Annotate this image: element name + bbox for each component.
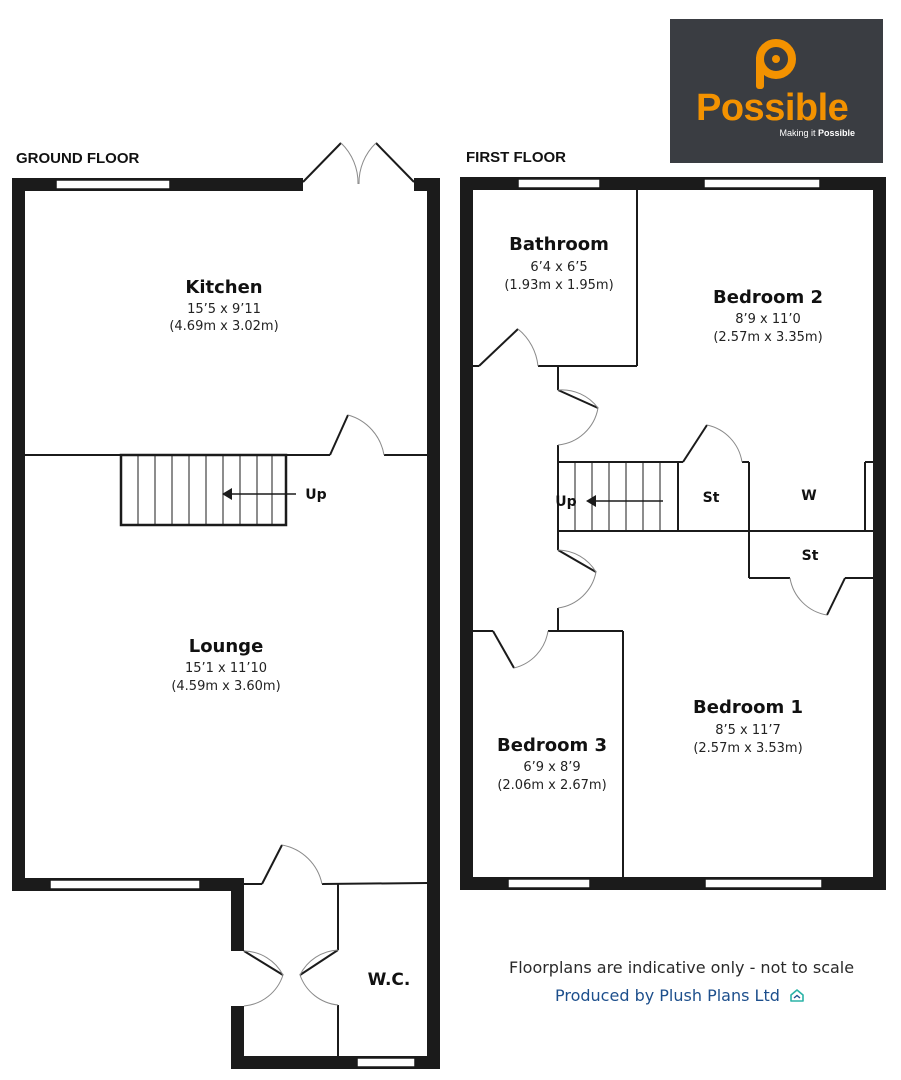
bedroom3-name: Bedroom 3 xyxy=(497,735,607,756)
logo-wordmark: Possible xyxy=(696,87,849,129)
bedroom1-name: Bedroom 1 xyxy=(693,697,803,718)
kitchen-french-doors xyxy=(303,143,414,184)
front-door xyxy=(262,845,322,884)
house-icon xyxy=(789,988,805,1003)
kitchen-imperial: 15’5 x 9’11 xyxy=(187,302,261,317)
logo-tagline-bold: Possible xyxy=(817,128,855,138)
store2-door xyxy=(790,578,845,615)
bedroom2-name: Bedroom 2 xyxy=(713,287,823,308)
kitchen-door xyxy=(330,415,384,455)
bedroom2-imperial: 8’9 x 11’0 xyxy=(735,312,801,327)
bathroom-door xyxy=(479,329,538,366)
store1-door xyxy=(683,425,742,462)
first-floor-label: FIRST FLOOR xyxy=(466,149,566,166)
first-stairs-up-label: Up xyxy=(555,494,577,510)
ground-stairs xyxy=(121,455,296,525)
hall-side-door xyxy=(244,951,283,1006)
logo-tagline-prefix: Making it xyxy=(779,128,818,138)
bedroom2-metric: (2.57m x 3.35m) xyxy=(713,330,823,345)
lounge-metric: (4.59m x 3.60m) xyxy=(171,679,281,694)
lounge-name: Lounge xyxy=(188,636,264,657)
bedroom3-metric: (2.06m x 2.67m) xyxy=(497,778,607,793)
lounge-imperial: 15’1 x 11’10 xyxy=(184,661,268,676)
ground-floor-label: GROUND FLOOR xyxy=(16,150,140,167)
bedroom1-metric: (2.57m x 3.53m) xyxy=(693,741,803,756)
store2-label: St xyxy=(801,548,819,564)
lounge-window xyxy=(50,880,200,889)
bedroom1-imperial: 8’5 x 11’7 xyxy=(715,723,781,738)
kitchen-metric: (4.69m x 3.02m) xyxy=(169,319,279,334)
producer-credit-text: Produced by Plush Plans Ltd xyxy=(555,986,780,1005)
store1-label: St xyxy=(702,490,720,506)
bathroom-window xyxy=(518,179,600,188)
wc-name: W.C. xyxy=(367,970,411,990)
wardrobe-label: W xyxy=(801,488,817,504)
scale-disclaimer: Floorplans are indicative only - not to scale xyxy=(509,958,855,977)
wc-door xyxy=(300,950,338,1005)
bathroom-name: Bathroom xyxy=(509,234,609,255)
bedroom2-window xyxy=(704,179,820,188)
wc-window xyxy=(357,1058,415,1067)
possible-logo xyxy=(670,19,883,163)
bathroom-metric: (1.93m x 1.95m) xyxy=(504,278,614,293)
kitchen-window xyxy=(56,180,170,189)
bedroom3-window xyxy=(508,879,590,888)
ground-stairs-up-label: Up xyxy=(305,487,327,503)
logo-tagline xyxy=(779,128,855,138)
bedroom1-window xyxy=(705,879,822,888)
kitchen-name: Kitchen xyxy=(185,277,263,298)
bedroom3-imperial: 6’9 x 8’9 xyxy=(523,760,581,775)
bedroom1-door xyxy=(558,550,596,608)
producer-credit xyxy=(555,986,805,1005)
bedroom3-door xyxy=(493,631,548,668)
bedroom2-door xyxy=(558,390,598,445)
first-stairs xyxy=(575,462,663,531)
bathroom-imperial: 6’4 x 6’5 xyxy=(530,260,588,275)
